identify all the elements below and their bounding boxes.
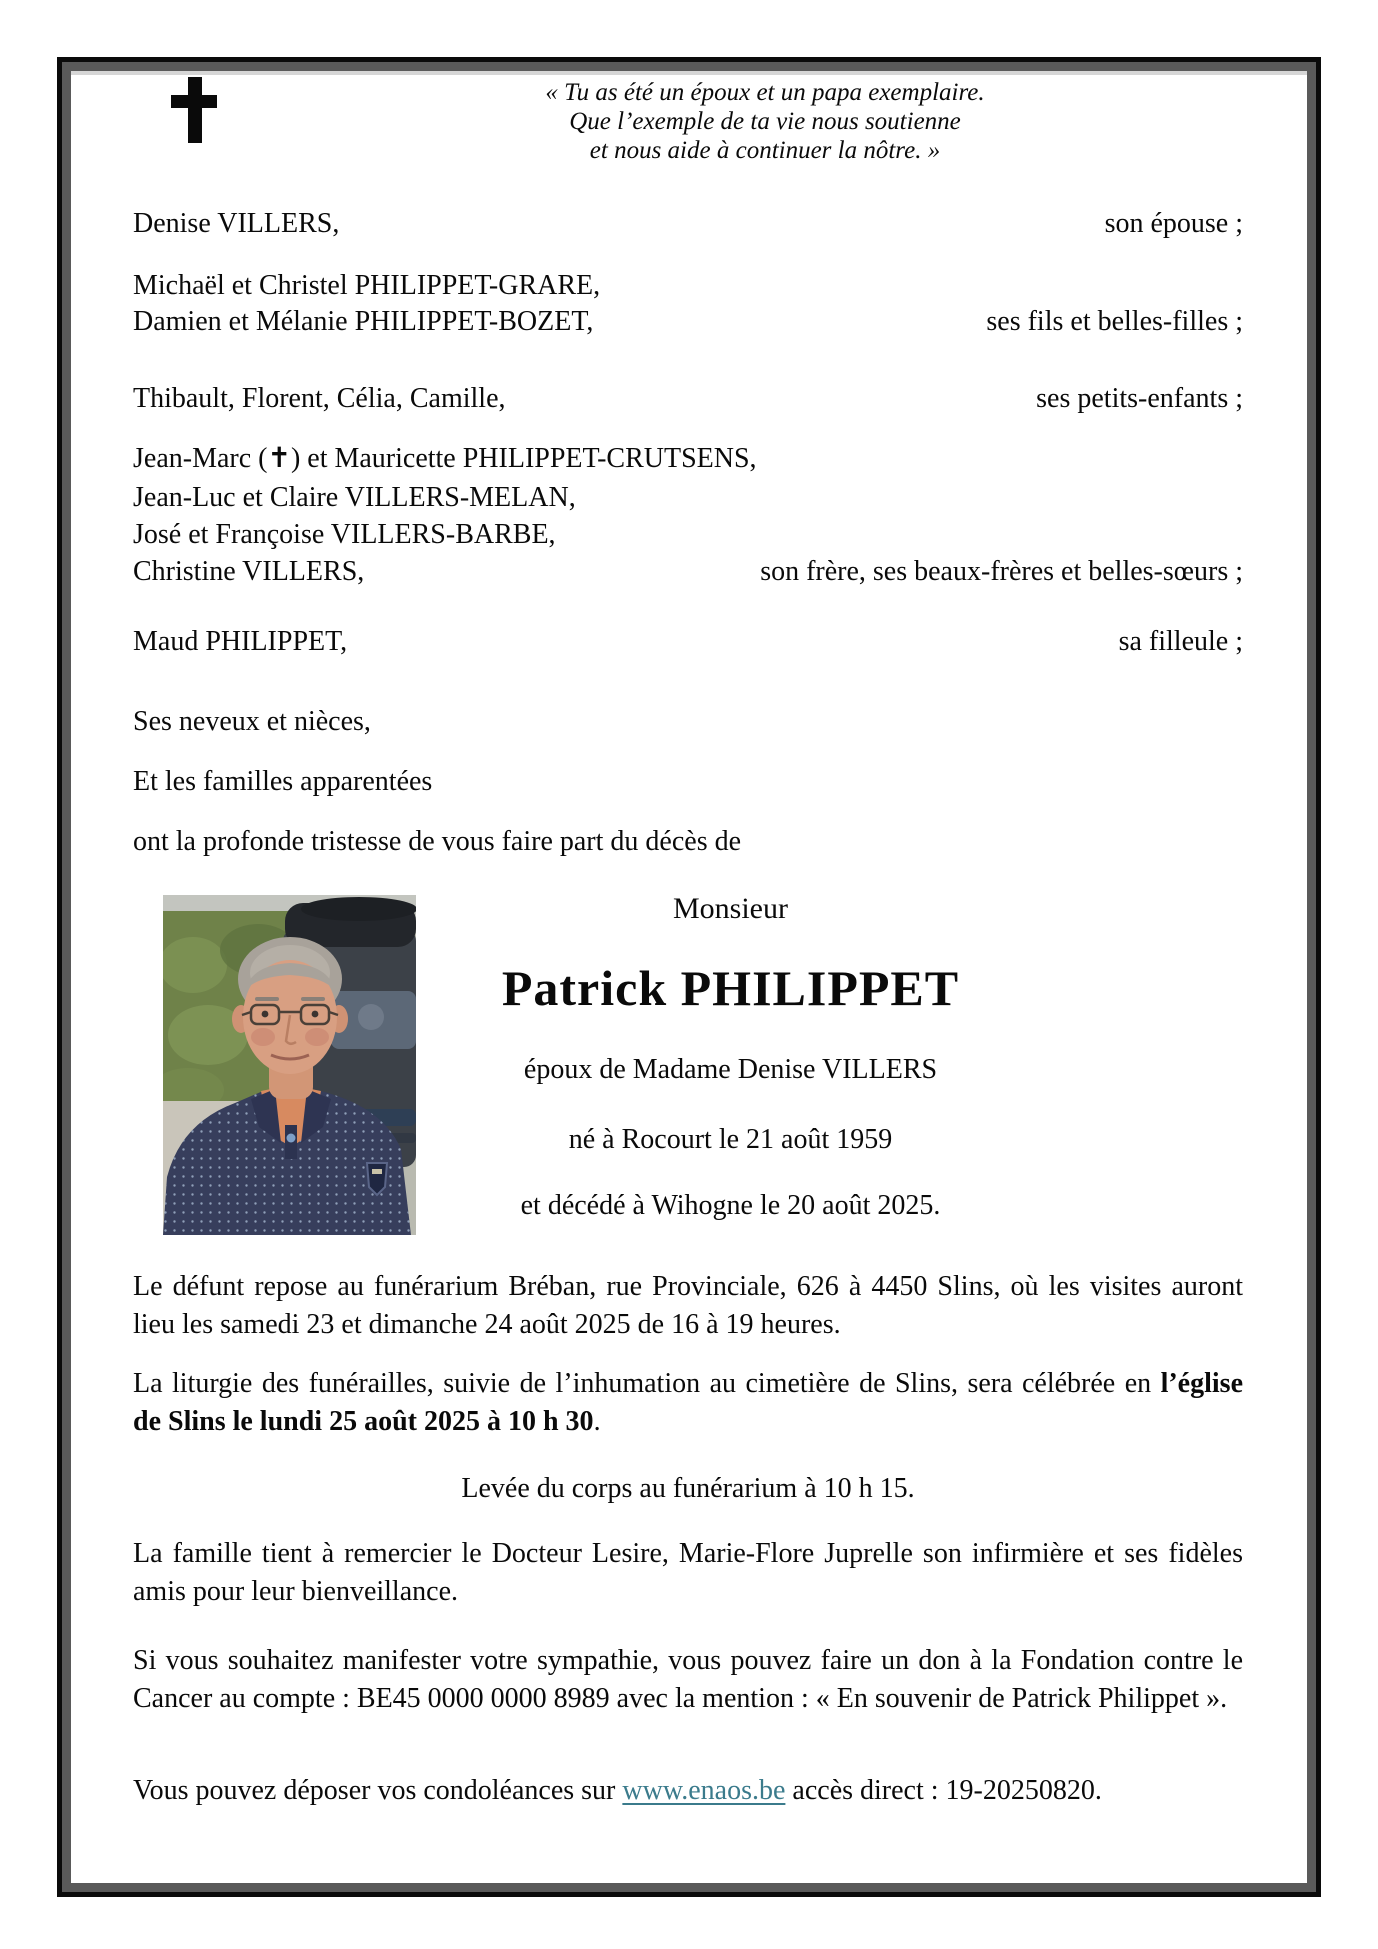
family-names: Jean-Luc et Claire VILLERS-MELAN, bbox=[133, 482, 576, 513]
family-names: Denise VILLERS, bbox=[133, 208, 340, 239]
announcement-intro: ont la profonde tristesse de vous faire part du décès de bbox=[133, 826, 742, 857]
family-names: Christine VILLERS, bbox=[133, 556, 365, 587]
deceased-name: Patrick PHILIPPET bbox=[501, 960, 960, 1016]
family-names: Et les familles apparentées bbox=[133, 766, 433, 797]
death-line: et décédé à Wihogne le 20 août 2025. bbox=[520, 1190, 941, 1221]
family-names: Thibault, Florent, Célia, Camille, bbox=[133, 383, 506, 414]
enaos-link[interactable]: www.enaos.be bbox=[622, 1775, 786, 1806]
epitaph-quote bbox=[545, 78, 985, 165]
family-names: Jean-Marc (✝) et Mauricette PHILIPPET-CRUTSENS, bbox=[133, 443, 757, 474]
family-row bbox=[133, 516, 1243, 553]
family-names: Damien et Mélanie PHILIPPET-BOZET, bbox=[133, 306, 594, 337]
family-row bbox=[133, 703, 1243, 740]
family-row bbox=[133, 205, 1243, 242]
family-row bbox=[133, 623, 1243, 660]
liturgy-bold: l’église de Slins le lundi 25 août 2025 à 10 h 30 bbox=[133, 1368, 1243, 1437]
civility: Monsieur bbox=[673, 892, 788, 925]
repose-paragraph: Le défunt repose au funérarium Bréban, rue Provinciale, 626 à 4450 Slins, où les visites auront lieu les samedi 23 et dimanche 24 août 2025 de 16 à 19 heures. bbox=[133, 1271, 1243, 1340]
birth-line: né à Rocourt le 21 août 1959 bbox=[568, 1124, 893, 1155]
family-row bbox=[133, 267, 1243, 304]
card-content bbox=[71, 71, 1307, 1806]
family-row bbox=[133, 553, 1243, 590]
epitaph-line: « Tu as été un époux et un papa exemplaire. bbox=[545, 79, 985, 106]
condolences-paragraph: Vous pouvez déposer vos condoléances sur www.enaos.be accès direct : 19-20250820. bbox=[133, 1775, 1102, 1806]
family-row bbox=[133, 303, 1243, 340]
family-row bbox=[133, 380, 1243, 417]
family-relation: ses fils et belles-filles ; bbox=[986, 306, 1243, 337]
family-names: Michaël et Christel PHILIPPET-GRARE, bbox=[133, 270, 601, 301]
epitaph-line: Que l’exemple de ta vie nous soutienne bbox=[569, 108, 961, 135]
family-row bbox=[133, 763, 1243, 800]
thanks-paragraph: La famille tient à remercier le Docteur Lesire, Marie-Flore Juprelle son infirmière et ses fidèles amis pour leur bienveillance. bbox=[133, 1538, 1243, 1607]
family-relation: son épouse ; bbox=[1104, 208, 1243, 239]
mourning-frame-gray-band bbox=[62, 62, 1316, 1892]
family-row bbox=[133, 440, 1243, 477]
family-relation: sa filleule ; bbox=[1118, 626, 1243, 657]
portrait-photo bbox=[163, 895, 416, 1235]
epitaph-line: et nous aide à continuer la nôtre. » bbox=[589, 137, 941, 164]
mourning-frame bbox=[57, 57, 1321, 1897]
family-row bbox=[133, 479, 1243, 516]
donation-paragraph: Si vous souhaitez manifester votre sympathie, vous pouvez faire un don à la Fondation contre le Cancer au compte : BE45 0000 0000 8989 avec la mention : « En souvenir de Patrick Philippet ». bbox=[133, 1645, 1243, 1714]
family-relation: ses petits-enfants ; bbox=[1036, 383, 1243, 414]
spouse-line: époux de Madame Denise VILLERS bbox=[523, 1054, 938, 1085]
liturgy-paragraph: La liturgie des funérailles, suivie de l’inhumation au cimetière de Slins, sera célébrée en l’église de Slins le lundi 25 août 2025 à 10 h 30. bbox=[133, 1368, 1243, 1437]
levee-line: Levée du corps au funérarium à 10 h 15. bbox=[461, 1473, 915, 1504]
family-names: Maud PHILIPPET, bbox=[133, 626, 348, 657]
family-names: Ses neveux et nièces, bbox=[133, 706, 371, 737]
family-names: José et Françoise VILLERS-BARBE, bbox=[133, 519, 556, 550]
family-relation: son frère, ses beaux-frères et belles-sœurs ; bbox=[760, 556, 1243, 587]
